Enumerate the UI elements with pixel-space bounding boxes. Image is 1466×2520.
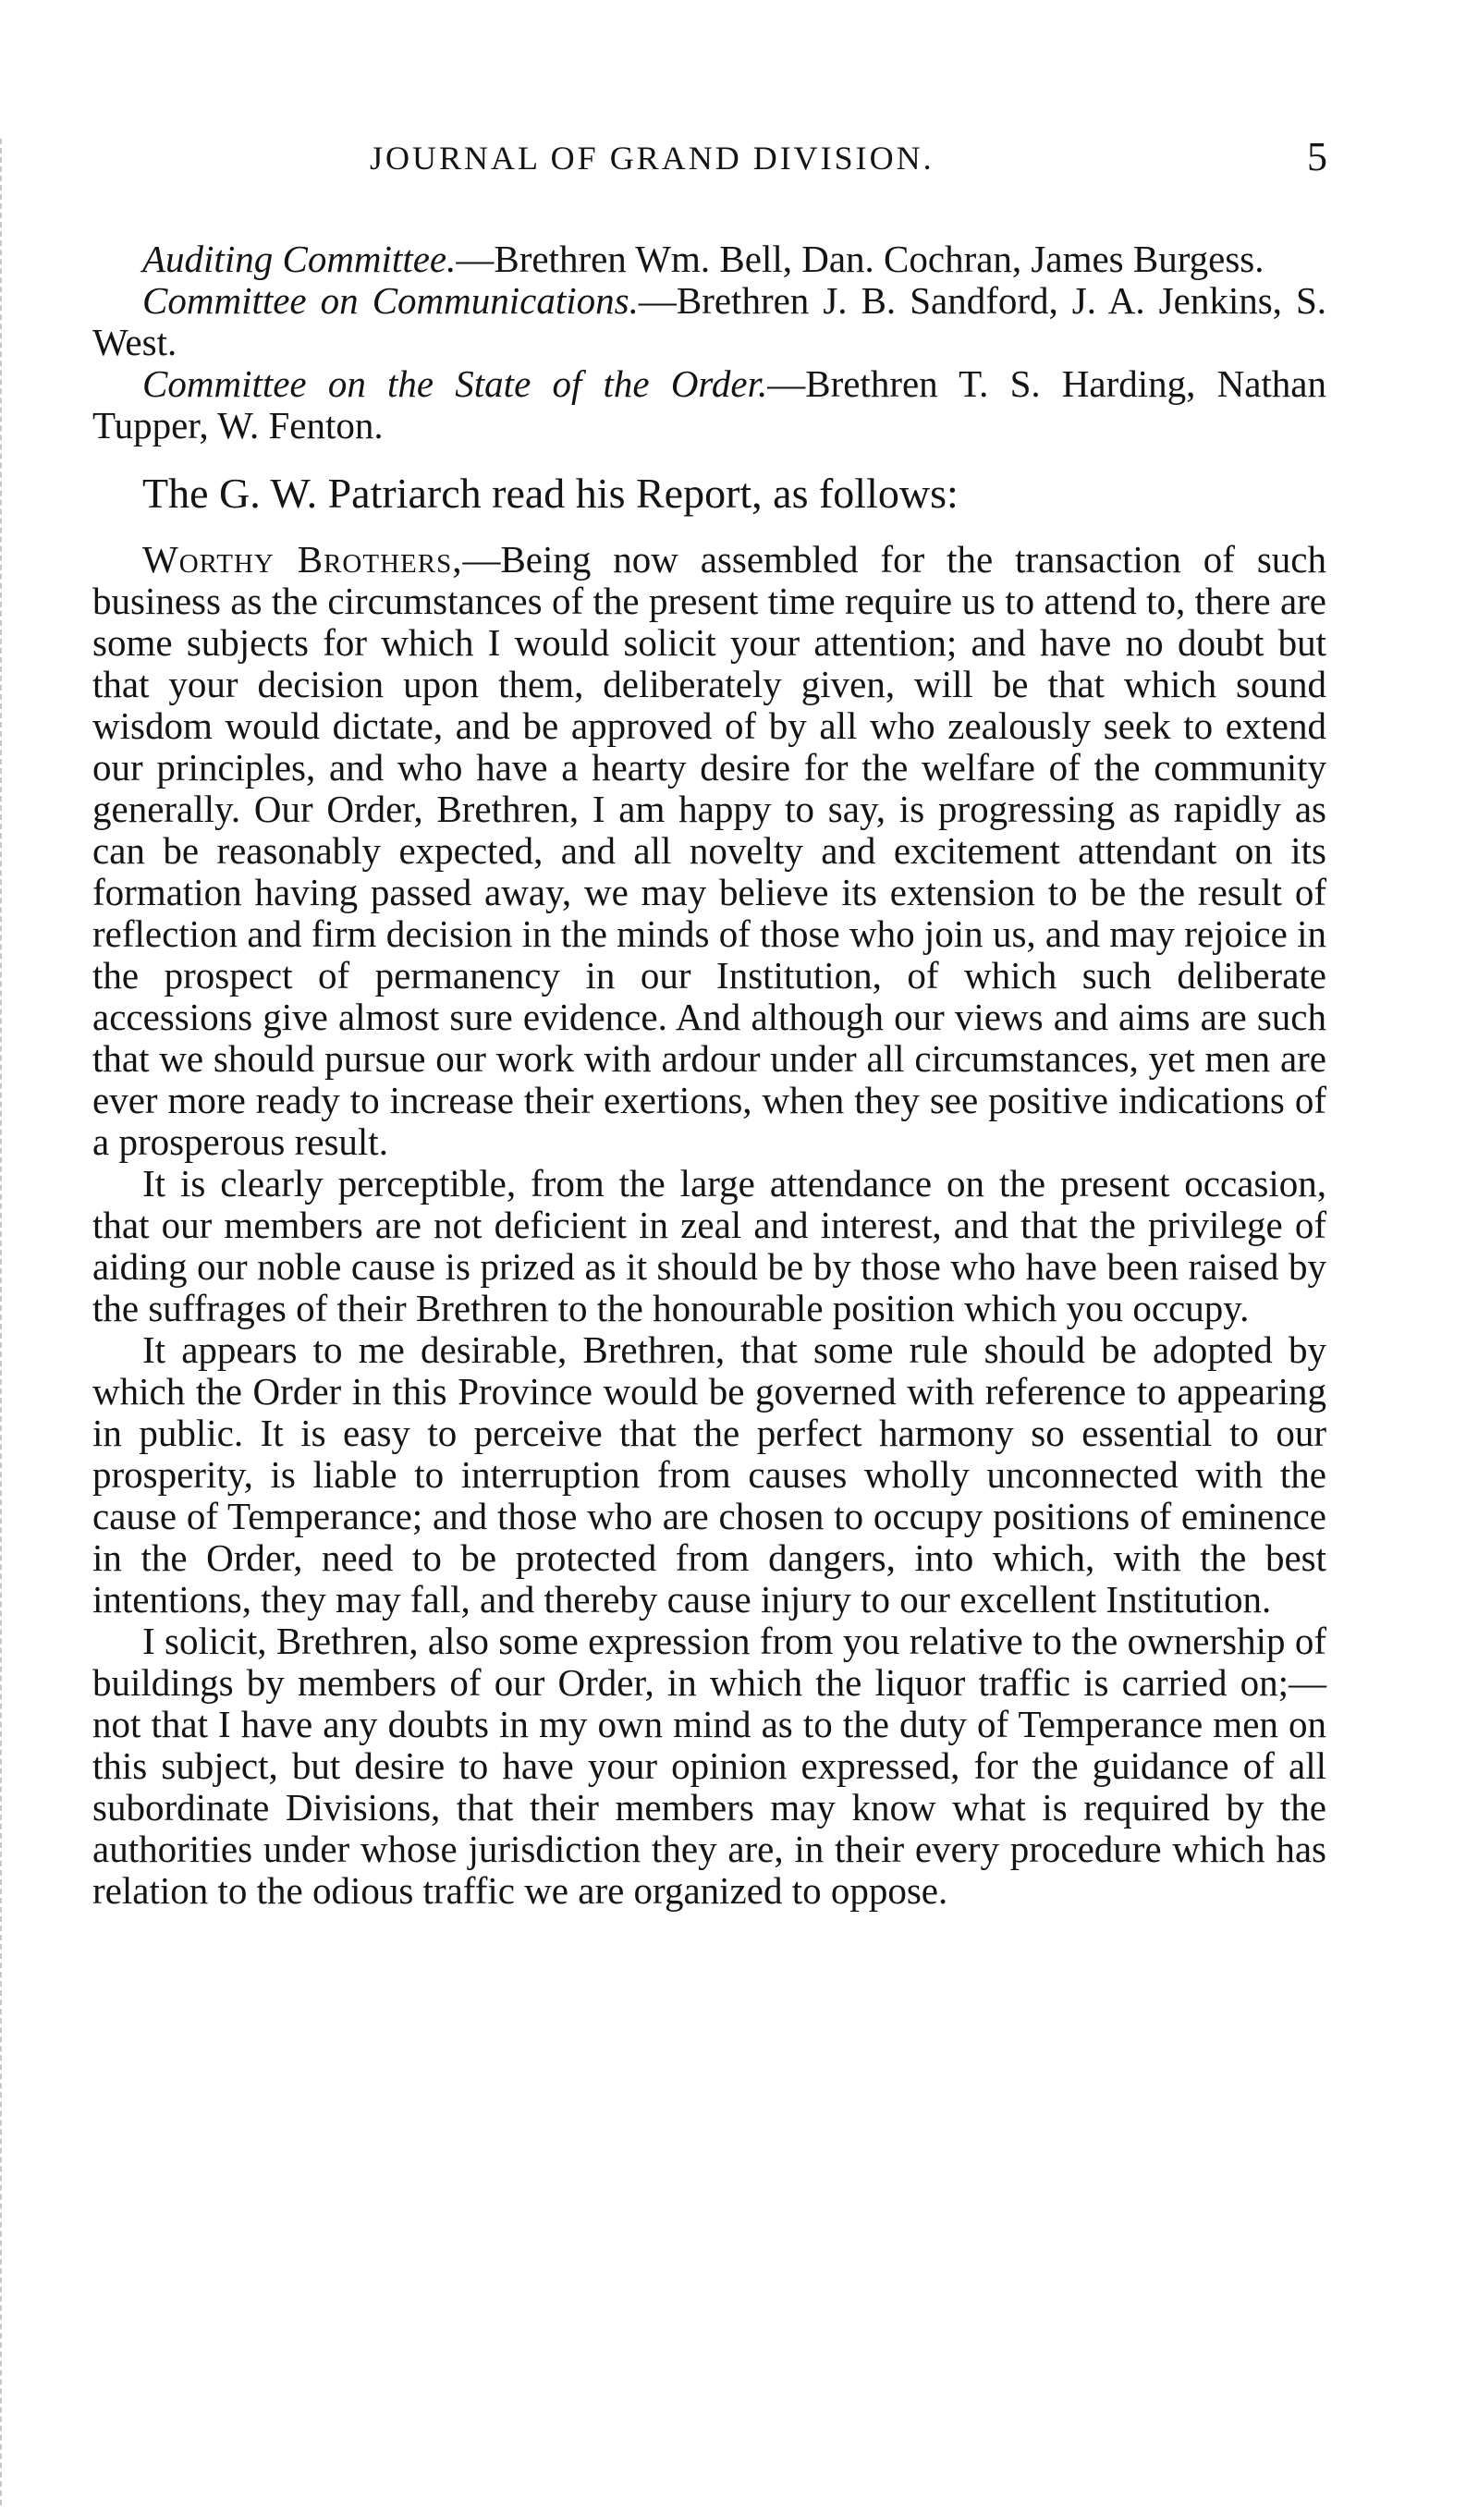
committee-members: —Brethren T. S. Harding, Nathan Tupper, W. Fenton.: [92, 362, 1326, 447]
report-paragraph: It is clearly perceptible, from the large attendance on the present occasion, that our members are not deficient in zeal and interest, and that the privilege of aiding our noble cause is prized as it should be by those who have been raised by the suffrages of their Brethren to the honourable position which you occupy.: [92, 1162, 1326, 1329]
committee-auditing: [92, 239, 1326, 280]
committee-members: —Brethren J. B. Sandford, J. A. Jenkins, S. West.: [92, 279, 1327, 363]
report-paragraph: [92, 539, 1326, 1163]
report-paragraph: It appears to me desirable, Brethren, that some rule should be adopted by which the Order in this Province would be governed with reference to appearing in public. It is easy to perceive that the perfect harmony so essential to our prosperity, is liable to interruption from causes wholly unconnected with the cause of Temperance; and those who are chosen to occupy positions of eminence in the Order, need to be protected from dangers, into which, with the best intentions, they may fall, and thereby cause injury to our excellent Institution.: [92, 1328, 1326, 1621]
committee-communications: [92, 280, 1326, 363]
committee-members: —Brethren Wm. Bell, Dan. Cochran, James Burgess.: [456, 238, 1264, 280]
report-lead-line: The G. W. Patriarch read his Report, as follows:: [142, 470, 959, 517]
page-number: 5: [1307, 134, 1327, 179]
committee-label: Committee on the State of the Order.: [142, 362, 768, 405]
committee-state-of-order: [92, 363, 1326, 447]
report-paragraph: I solicit, Brethren, also some expression from you relative to the ownership of buildings by members of our Order, in which the liquor traffic is carried on;—not that I have any doubts in my own mind as to the duty of Temperance men on this subject, but desire to have your opinion expressed, for the guidance of all subordinate Divisions, that their members may know what is required by the authorities under whose jurisdiction they are, in their every procedure which has relation to the odious traffic we are organized to oppose.: [92, 1620, 1326, 1912]
salutation: Worthy Brothers,: [142, 538, 463, 581]
page-body: [92, 239, 1326, 1912]
page-header: [92, 134, 1327, 194]
committee-label: Auditing Committee.: [142, 238, 457, 280]
running-title: JOURNAL OF GRAND DIVISION.: [370, 140, 935, 177]
paragraph-text: —Being now assembled for the transaction of such business as the circumstances of the present time require us to attend to, there are some subjects for which I would solicit your attention; and have no doubt but that your decision upon them, deliberately given, will be that which sound wisdom would dictate, and be approved of by all who zealously seek to extend our principles, and who have a hearty desire for the welfare of the community generally. Our Order, Brethren, I am happy to say, is progressing as rapidly as can be reasonably expected, and all novelty and excitement attendant on its formation having passed away, we may believe its extension to be the result of reflection and firm decision in the minds of those who join us, and may rejoice in the prospect of permanency in our Institution, of which such deliberate accessions give almost sure evidence. And although our views and aims are such that we should pursue our work with ardour under all circumstances, yet men are ever more ready to increase their exertions, when they see positive indications of a prosperous result.: [92, 538, 1326, 1163]
committee-label: Committee on Communications.: [142, 279, 639, 322]
binding-edge-decoration: [0, 139, 11, 2505]
